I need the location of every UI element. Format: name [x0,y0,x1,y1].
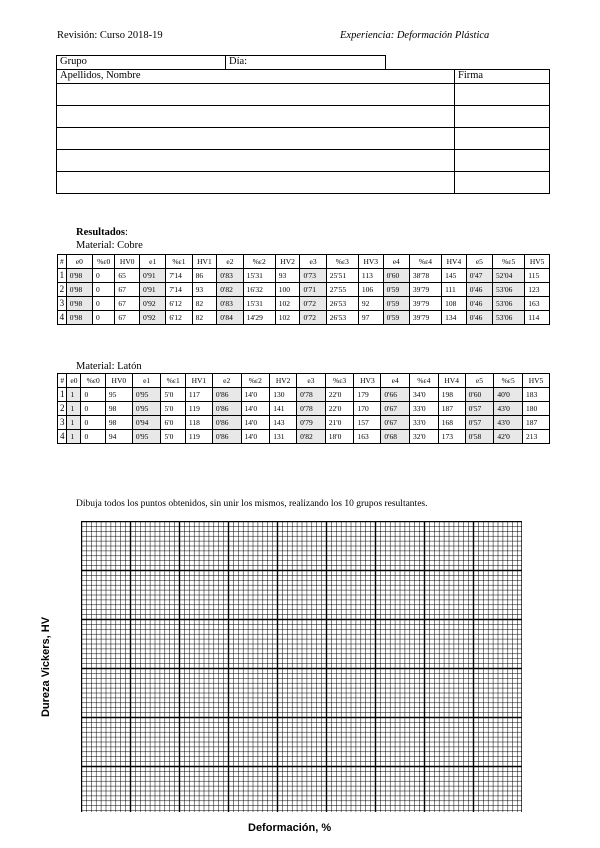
table-cell: 7'14 [166,283,192,297]
table-cell: 0'92 [140,311,166,325]
table-cell: 0'83 [217,297,243,311]
table-cell: 0'84 [217,311,243,325]
column-header: e0 [66,255,92,269]
table-cell: 67 [115,283,140,297]
table-cell: 5'0 [161,430,185,444]
table-cell: 170 [354,402,381,416]
table-row [58,311,550,325]
table-cell: 0'67 [381,416,410,430]
column-header: HV4 [438,374,465,388]
results-heading: Resultados: [76,227,128,238]
table-cell: 119 [185,402,212,416]
table-cell: 0'46 [466,297,492,311]
name-field[interactable] [57,128,455,150]
table-cell: 1 [67,388,81,402]
table-cell: 97 [358,311,383,325]
table-cell: 163 [525,297,550,311]
table-cell: 0'78 [297,388,326,402]
table-cell: 43'0 [494,402,523,416]
table-cell: 1 [58,269,67,283]
table-cell: 1 [67,416,81,430]
table-cell: 0'59 [383,283,409,297]
table-row [58,402,550,416]
table-cell: 0 [81,416,105,430]
table-cell: 198 [438,388,465,402]
table-cell: 98 [105,416,132,430]
table-cell: 0 [81,402,105,416]
column-header: HV5 [525,255,550,269]
table-cell: 5'0 [161,402,185,416]
column-header: %ε5 [494,374,523,388]
group-day-table [56,55,386,70]
table-cell: 0 [92,269,114,283]
signature-field[interactable] [455,150,550,172]
table-cell: 143 [270,416,297,430]
column-header: %ε2 [241,374,270,388]
table-cell: 187 [522,416,549,430]
table-row [58,388,550,402]
table-cell: 0'59 [383,311,409,325]
table-cell: 134 [442,311,467,325]
table-cell: 0 [81,388,105,402]
table-cell: 0'82 [217,283,243,297]
name-field[interactable] [57,106,455,128]
table-cell: 6'0 [161,416,185,430]
name-field[interactable] [57,150,455,172]
column-header: %ε0 [92,255,114,269]
copper-results-table [57,254,550,325]
table-cell: 22'0 [325,402,354,416]
name-signature-table [56,69,550,194]
table-cell: 100 [275,283,300,297]
signature-field[interactable] [455,84,550,106]
table-cell: 114 [525,311,550,325]
table-cell: 0'57 [465,402,494,416]
table-cell: 130 [270,388,297,402]
table-cell: 14'29 [243,311,275,325]
column-header: # [58,255,67,269]
table-cell: 82 [192,311,217,325]
column-header: %ε1 [161,374,185,388]
column-header: e1 [140,255,166,269]
column-header: %ε3 [325,374,354,388]
column-header: HV3 [354,374,381,388]
column-header: HV1 [192,255,217,269]
column-header: e4 [383,255,409,269]
table-cell: 0'98 [66,311,92,325]
table-cell: 0'72 [300,297,326,311]
table-cell: 0'72 [300,311,326,325]
name-field[interactable] [57,84,455,106]
table-row [58,283,550,297]
column-header: %ε1 [166,255,192,269]
table-cell: 0'92 [140,297,166,311]
table-cell: 42'0 [494,430,523,444]
table-cell: 26'53 [326,297,358,311]
table-cell: 0'59 [383,297,409,311]
table-cell: 22'0 [325,388,354,402]
table-cell: 173 [438,430,465,444]
signature-header: Firma [455,70,550,84]
table-cell: 157 [354,416,381,430]
table-cell: 82 [192,297,217,311]
table-cell: 32'0 [410,430,439,444]
name-field[interactable] [57,172,455,194]
table-cell: 0'60 [465,388,494,402]
experience-title: Experiencia: Deformación Plástica [340,30,490,41]
table-cell: 0'46 [466,283,492,297]
table-cell: 102 [275,297,300,311]
table-cell: 15'31 [243,269,275,283]
column-header: e2 [217,255,243,269]
column-header: HV3 [358,255,383,269]
table-cell: 7'14 [166,269,192,283]
column-header: HV2 [270,374,297,388]
table-cell: 108 [442,297,467,311]
table-cell: 1 [58,388,67,402]
table-cell: 38'78 [409,269,441,283]
table-cell: 0'78 [297,402,326,416]
table-cell: 0'98 [66,283,92,297]
table-cell: 0'58 [465,430,494,444]
column-header: e1 [132,374,161,388]
table-cell: 40'0 [494,388,523,402]
table-cell: 0'98 [66,269,92,283]
material-brass-label: Material: Latón [76,361,142,372]
table-cell: 0'98 [66,297,92,311]
table-cell: 93 [275,269,300,283]
table-cell: 113 [358,269,383,283]
table-cell: 94 [105,430,132,444]
table-cell: 15'31 [243,297,275,311]
table-cell: 0'83 [217,269,243,283]
table-cell: 0'67 [381,402,410,416]
column-header: # [58,374,67,388]
table-cell: 0'71 [300,283,326,297]
table-cell: 3 [58,297,67,311]
table-cell: 106 [358,283,383,297]
table-cell: 4 [58,311,67,325]
table-cell: 0'91 [140,269,166,283]
table-cell: 0'86 [212,416,241,430]
table-cell: 52'04 [493,269,525,283]
table-cell: 4 [58,430,67,444]
table-cell: 0'94 [132,416,161,430]
table-cell: 0 [81,430,105,444]
table-cell: 0'57 [465,416,494,430]
table-cell: 26'53 [326,311,358,325]
column-header: %ε4 [409,255,441,269]
table-cell: 145 [442,269,467,283]
table-cell: 53'06 [493,311,525,325]
table-cell: 86 [192,269,217,283]
column-header: HV0 [115,255,140,269]
table-cell: 21'0 [325,416,354,430]
column-header: %ε5 [493,255,525,269]
table-cell: 25'51 [326,269,358,283]
table-cell: 18'0 [325,430,354,444]
signature-field[interactable] [455,172,550,194]
table-cell: 0'68 [381,430,410,444]
table-cell: 53'06 [493,283,525,297]
x-axis-label: Deformación, % [248,822,332,834]
column-header: e3 [300,255,326,269]
table-cell: 0'95 [132,402,161,416]
name-header: Apellidos, Nombre [57,70,455,84]
table-cell: 0'95 [132,430,161,444]
table-cell: 0'73 [300,269,326,283]
table-cell: 6'12 [166,311,192,325]
table-cell: 65 [115,269,140,283]
table-cell: 0'82 [297,430,326,444]
group-field[interactable]: Grupo [57,56,226,70]
brass-results-table [57,373,550,444]
table-cell: 39'79 [409,283,441,297]
table-cell: 0 [92,311,114,325]
table-cell: 0'86 [212,402,241,416]
table-cell: 39'79 [409,311,441,325]
table-cell: 0'66 [381,388,410,402]
table-cell: 27'55 [326,283,358,297]
table-row [58,297,550,311]
graph-paper[interactable] [81,521,522,812]
table-cell: 183 [522,388,549,402]
table-cell: 1 [67,402,81,416]
table-cell: 180 [522,402,549,416]
table-cell: 111 [442,283,467,297]
column-header: %ε4 [410,374,439,388]
table-cell: 0'86 [212,430,241,444]
table-cell: 95 [105,388,132,402]
table-cell: 1 [67,430,81,444]
table-cell: 33'0 [410,416,439,430]
table-cell: 92 [358,297,383,311]
table-cell: 2 [58,283,67,297]
column-header: e5 [465,374,494,388]
column-header: %ε0 [81,374,105,388]
table-cell: 34'0 [410,388,439,402]
table-cell: 179 [354,388,381,402]
table-cell: 187 [438,402,465,416]
table-cell: 168 [438,416,465,430]
material-copper-label: Material: Cobre [76,240,143,251]
instruction-text: Dibuja todos los puntos obtenidos, sin unir los mismos, realizando los 10 grupos resultantes. [76,499,428,509]
table-cell: 118 [185,416,212,430]
column-header: HV0 [105,374,132,388]
table-cell: 14'0 [241,402,270,416]
table-cell: 67 [115,297,140,311]
column-header: e2 [212,374,241,388]
table-row [58,416,550,430]
table-cell: 141 [270,402,297,416]
signature-field[interactable] [455,128,550,150]
table-cell: 43'0 [494,416,523,430]
table-cell: 53'06 [493,297,525,311]
table-cell: 0'91 [140,283,166,297]
revision-label: Revisión: Curso 2018-19 [57,30,163,41]
column-header: e3 [297,374,326,388]
column-header: HV5 [522,374,549,388]
table-cell: 14'0 [241,388,270,402]
column-header: HV2 [275,255,300,269]
table-cell: 14'0 [241,416,270,430]
table-cell: 33'0 [410,402,439,416]
day-field[interactable]: Día: [226,56,386,70]
table-cell: 5'0 [161,388,185,402]
table-cell: 2 [58,402,67,416]
table-cell: 14'0 [241,430,270,444]
table-cell: 16'32 [243,283,275,297]
column-header: e0 [67,374,81,388]
column-header: e5 [466,255,492,269]
table-cell: 0 [92,283,114,297]
table-cell: 131 [270,430,297,444]
table-cell: 3 [58,416,67,430]
column-header: HV1 [185,374,212,388]
table-cell: 39'79 [409,297,441,311]
table-cell: 0 [92,297,114,311]
signature-field[interactable] [455,106,550,128]
table-cell: 67 [115,311,140,325]
table-cell: 213 [522,430,549,444]
table-cell: 115 [525,269,550,283]
column-header: HV4 [442,255,467,269]
table-cell: 123 [525,283,550,297]
table-cell: 119 [185,430,212,444]
table-cell: 93 [192,283,217,297]
table-row [58,430,550,444]
table-row [58,269,550,283]
table-cell: 98 [105,402,132,416]
table-cell: 0'46 [466,311,492,325]
column-header: e4 [381,374,410,388]
table-cell: 117 [185,388,212,402]
table-cell: 102 [275,311,300,325]
table-cell: 0'95 [132,388,161,402]
table-cell: 0'60 [383,269,409,283]
column-header: %ε3 [326,255,358,269]
table-cell: 0'47 [466,269,492,283]
column-header: %ε2 [243,255,275,269]
table-cell: 0'86 [212,388,241,402]
table-cell: 163 [354,430,381,444]
table-cell: 6'12 [166,297,192,311]
table-cell: 0'79 [297,416,326,430]
y-axis-label: Dureza Vickers, HV [40,616,52,718]
